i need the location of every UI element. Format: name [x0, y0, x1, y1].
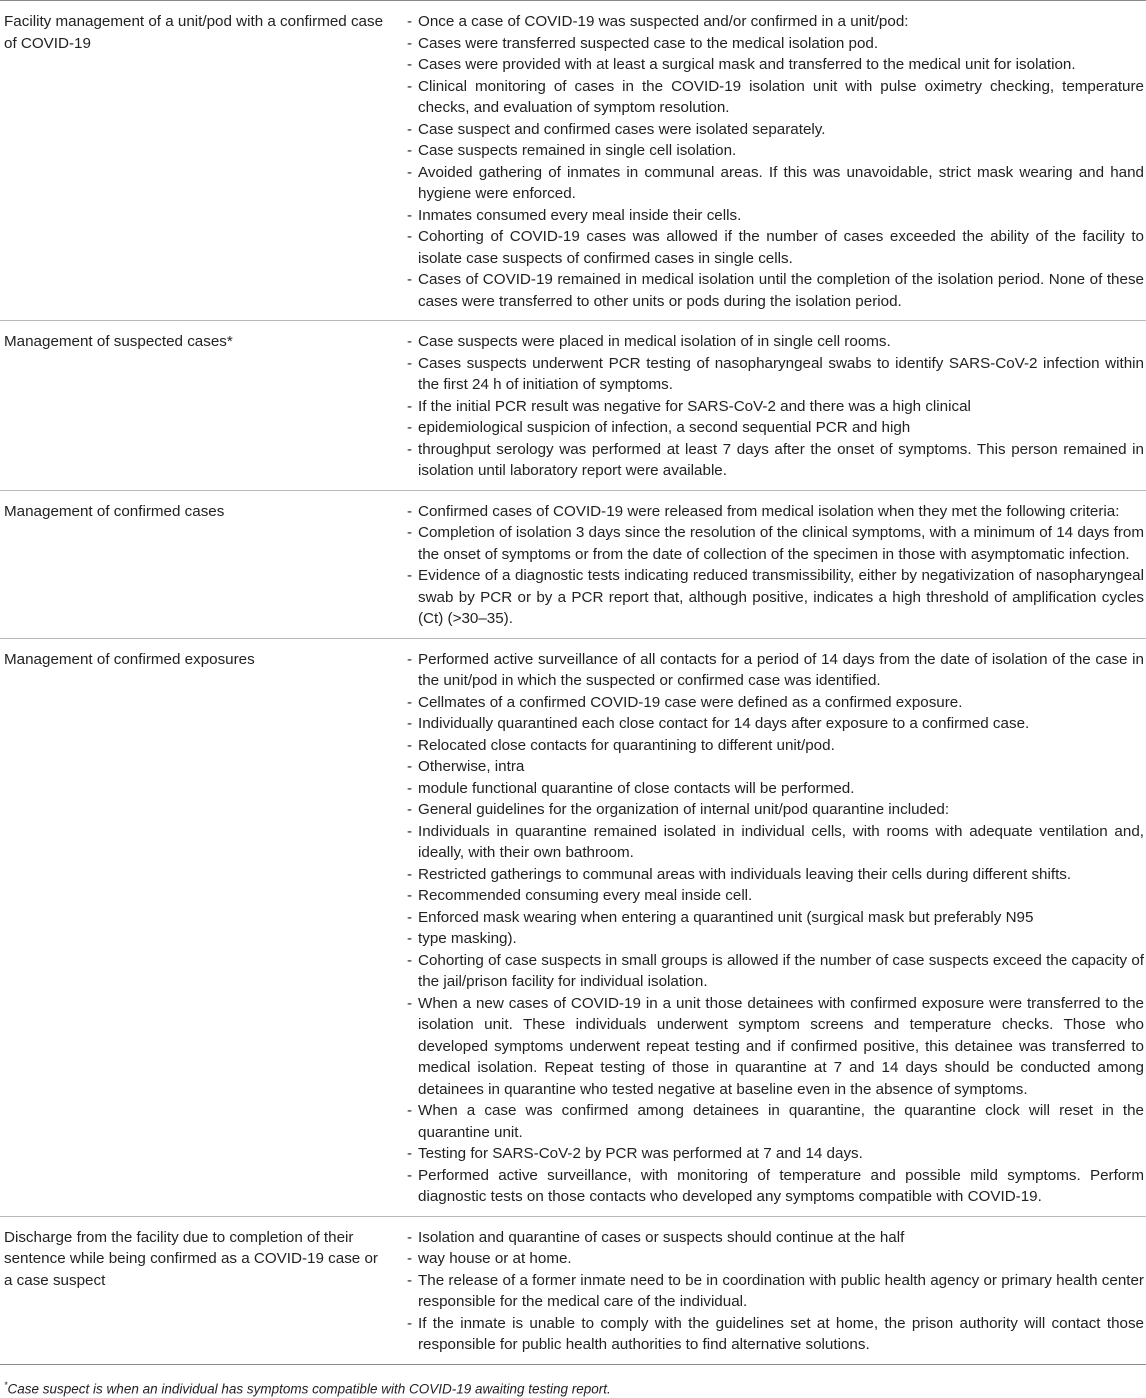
table-footnote: [0, 1365, 1146, 1398]
row-items: [398, 501, 1146, 630]
list-item: - Enforced mask wearing when entering a quarantined unit (surgical mask but preferably N95: [398, 907, 1146, 929]
table-row: [0, 639, 1146, 1217]
footnote-marker: *: [4, 1380, 8, 1390]
list-item: - Individuals in quarantine remained isolated in individual cells, with rooms with adequate ventilation and, ideally, with their own bathroom.: [398, 821, 1146, 864]
list-item: - If the inmate is unable to comply with the guidelines set at home, the prison authority will contact those responsible for public health authorities to find alternative solutions.: [398, 1313, 1146, 1356]
list-item: - Recommended consuming every meal inside cell.: [398, 885, 1146, 907]
row-label: Facility management of a unit/pod with a confirmed case of COVID-19: [0, 11, 398, 312]
footnote-text: Case suspect is when an individual has symptoms compatible with COVID-19 awaiting testing report.: [8, 1381, 611, 1396]
table-row: [0, 1217, 1146, 1365]
list-item: - If the initial PCR result was negative for SARS-CoV-2 and there was a high clinical: [398, 396, 1146, 418]
list-item: - Inmates consumed every meal inside their cells.: [398, 205, 1146, 227]
list-item: - type masking).: [398, 928, 1146, 950]
list-item: - Relocated close contacts for quarantining to different unit/pod.: [398, 735, 1146, 757]
table-row: [0, 1, 1146, 321]
row-label: Discharge from the facility due to completion of their sentence while being confirmed as a COVID-19 case or a case suspect: [0, 1227, 398, 1356]
list-item: - Cohorting of COVID-19 cases was allowed if the number of cases exceeded the ability of the facility to isolate case suspects of confirmed cases in single cells.: [398, 226, 1146, 269]
list-item: - Cases were provided with at least a surgical mask and transferred to the medical unit for isolation.: [398, 54, 1146, 76]
list-item: - throughput serology was performed at least 7 days after the onset of symptoms. This person remained in isolation until laboratory report were available.: [398, 439, 1146, 482]
list-item: - Testing for SARS-CoV-2 by PCR was performed at 7 and 14 days.: [398, 1143, 1146, 1165]
list-item: - Otherwise, intra: [398, 756, 1146, 778]
row-label: Management of suspected cases*: [0, 331, 398, 482]
list-item: - Confirmed cases of COVID-19 were released from medical isolation when they met the following criteria:: [398, 501, 1146, 523]
list-item: - Clinical monitoring of cases in the COVID-19 isolation unit with pulse oximetry checking, temperature checks, and evaluation of symptom resolution.: [398, 76, 1146, 119]
row-items: [398, 649, 1146, 1208]
list-item: - Case suspect and confirmed cases were isolated separately.: [398, 119, 1146, 141]
row-items: [398, 331, 1146, 482]
row-items: [398, 11, 1146, 312]
list-item: - Case suspects were placed in medical isolation of in single cell rooms.: [398, 331, 1146, 353]
list-item: - Case suspects remained in single cell isolation.: [398, 140, 1146, 162]
list-item: - When a case was confirmed among detainees in quarantine, the quarantine clock will reset in the quarantine unit.: [398, 1100, 1146, 1143]
list-item: - Evidence of a diagnostic tests indicating reduced transmissibility, either by negativization of nasopharyngeal swab by PCR or by a PCR report that, although positive, indicates a high threshold of amplification cycles (Ct) (>30–35).: [398, 565, 1146, 630]
list-item: - Cases were transferred suspected case to the medical isolation pod.: [398, 33, 1146, 55]
list-item: - epidemiological suspicion of infection, a second sequential PCR and high: [398, 417, 1146, 439]
list-item: - Cases of COVID-19 remained in medical isolation until the completion of the isolation period. None of these cases were transferred to other units or pods during the isolation period.: [398, 269, 1146, 312]
row-items: [398, 1227, 1146, 1356]
list-item: - Once a case of COVID-19 was suspected and/or confirmed in a unit/pod:: [398, 11, 1146, 33]
list-item: - Cellmates of a confirmed COVID-19 case were defined as a confirmed exposure.: [398, 692, 1146, 714]
list-item: - Cohorting of case suspects in small groups is allowed if the number of case suspects exceed the capacity of the jail/prison facility for individual isolation.: [398, 950, 1146, 993]
table-row: [0, 491, 1146, 639]
list-item: - Individually quarantined each close contact for 14 days after exposure to a confirmed case.: [398, 713, 1146, 735]
row-label: Management of confirmed exposures: [0, 649, 398, 1208]
list-item: - General guidelines for the organization of internal unit/pod quarantine included:: [398, 799, 1146, 821]
list-item: - Restricted gatherings to communal areas with individuals leaving their cells during different shifts.: [398, 864, 1146, 886]
list-item: - module functional quarantine of close contacts will be performed.: [398, 778, 1146, 800]
list-item: - Isolation and quarantine of cases or suspects should continue at the half: [398, 1227, 1146, 1249]
list-item: - Performed active surveillance, with monitoring of temperature and possible mild symptoms. Perform diagnostic tests on those contacts who developed any symptoms compatible with COVID-19.: [398, 1165, 1146, 1208]
list-item: - Avoided gathering of inmates in communal areas. If this was unavoidable, strict mask wearing and hand hygiene were enforced.: [398, 162, 1146, 205]
list-item: - Cases suspects underwent PCR testing of nasopharyngeal swabs to identify SARS-CoV-2 infection within the first 24 h of initiation of symptoms.: [398, 353, 1146, 396]
list-item: - When a new cases of COVID-19 in a unit those detainees with confirmed exposure were transferred to the isolation unit. These individuals underwent symptom screens and temperature checks. Those who developed symptoms underwent repeat testing and if confirmed positive, this detainee was transferred to medical isolation. Repeat testing of those in quarantine at 7 and 14 days should be conducted among detainees in quarantine who tested negative at baseline even in the absence of symptoms.: [398, 993, 1146, 1101]
list-item: - The release of a former inmate need to be in coordination with public health agency or primary health center responsible for the medical care of the individual.: [398, 1270, 1146, 1313]
table-row: [0, 321, 1146, 491]
row-label: Management of confirmed cases: [0, 501, 398, 630]
list-item: - way house or at home.: [398, 1248, 1146, 1270]
list-item: - Completion of isolation 3 days since the resolution of the clinical symptoms, with a minimum of 14 days from the onset of symptoms or from the date of collection of the specimen in those with asymptomatic infection.: [398, 522, 1146, 565]
list-item: - Performed active surveillance of all contacts for a period of 14 days from the date of isolation of the case in the unit/pod in which the suspected or confirmed case was identified.: [398, 649, 1146, 692]
